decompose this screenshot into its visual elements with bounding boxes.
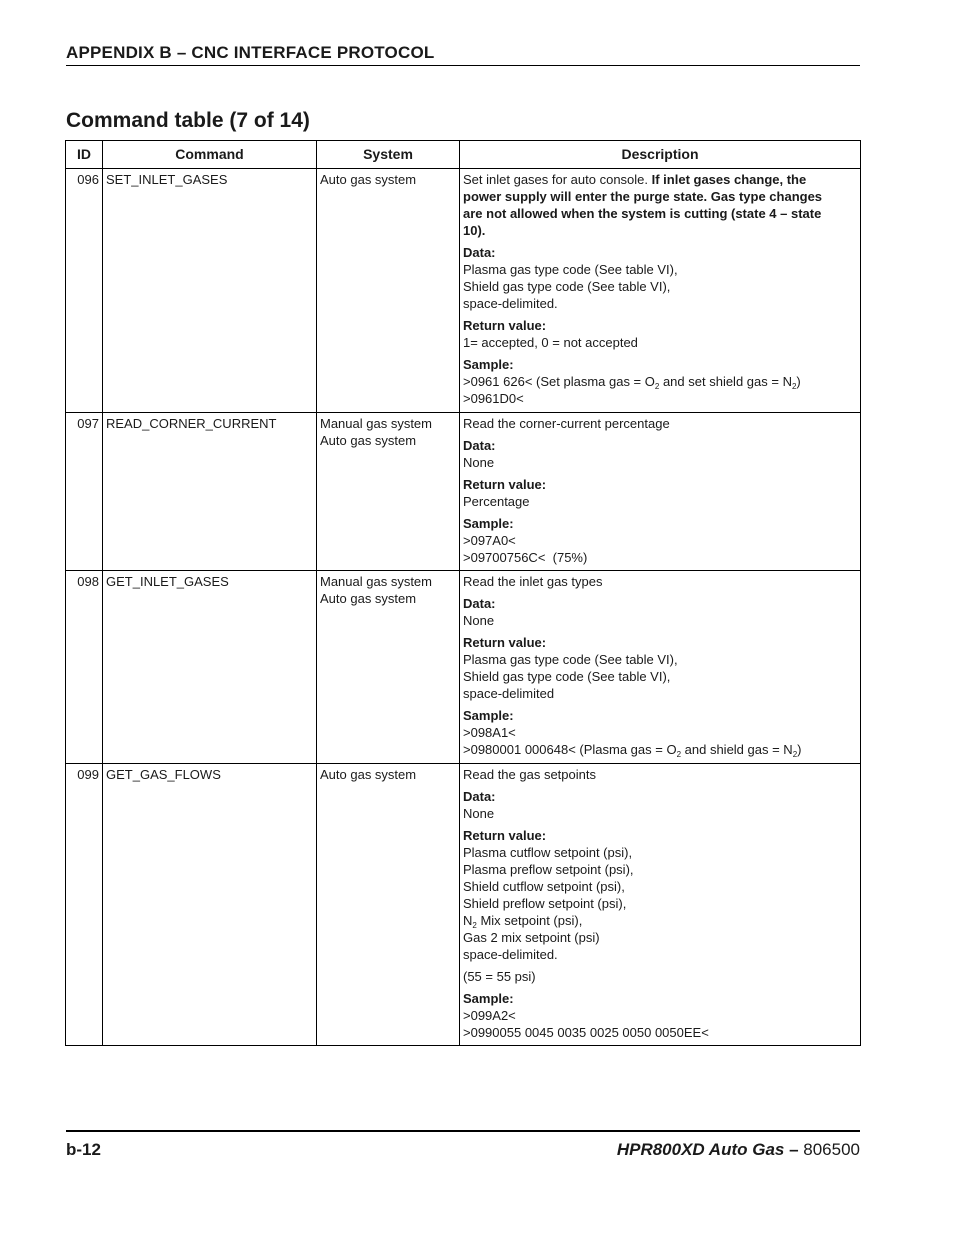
return-line: Shield cutflow setpoint (psi), [463,879,625,894]
row-command: SET_INLET_GASES [103,169,317,413]
sample-label: Sample: [463,357,514,372]
data-label: Data: [463,789,496,804]
row-id: 098 [66,571,103,764]
sample-line: >0980001 000648< (Plasma gas = $O_2$ and shield gas = $N_2$) [463,742,802,759]
row-command: GET_GAS_FLOWS [103,764,317,1046]
intro-text: Set inlet gases for auto console. [463,172,652,187]
return-line: space-delimited. [463,947,558,962]
row-id: 097 [66,413,103,571]
document-id [617,1139,860,1161]
sample-line: >098A1< [463,725,516,740]
page-header [66,42,860,66]
doc-number: 806500 [803,1140,860,1159]
data-line: None [463,455,495,470]
return-label: Return value: [463,828,547,843]
return-line: Plasma preflow setpoint (psi), [463,862,634,877]
sample-section [463,707,857,758]
command-table [65,140,861,1046]
system-line: Manual gas system [320,574,432,589]
return-line: Percentage [463,494,530,509]
sample-section [463,356,857,407]
sample-line: >099A2< [463,1008,516,1023]
data-line: Plasma gas type code (See table VI), [463,262,678,277]
col-header-system: System [317,141,460,169]
data-label: Data: [463,596,496,611]
footer-divider [66,1130,860,1132]
sample-section [463,990,857,1041]
data-line: None [463,613,495,628]
system-line: Auto gas system [320,591,417,606]
system-line: Auto gas system [320,767,417,782]
data-section [463,437,857,471]
row-system [317,571,460,764]
row-description [460,413,861,571]
return-label: Return value: [463,477,547,492]
return-label: Return value: [463,318,547,333]
row-system [317,764,460,1046]
col-header-id: ID [66,141,103,169]
return-line: Plasma cutflow setpoint (psi), [463,845,633,860]
description-intro [463,171,857,239]
footer-dash: – [784,1140,804,1159]
sample-line: >097A0< [463,533,516,548]
return-line: space-delimited [463,686,555,701]
row-system [317,413,460,571]
data-label: Data: [463,245,496,260]
description-intro: Read the inlet gas types [463,574,603,589]
row-description [460,764,861,1046]
sample-section [463,515,857,566]
appendix-title: APPENDIX B – CNC INTERFACE PROTOCOL [66,43,435,62]
description-intro: Read the corner-current percentage [463,416,670,431]
system-line: Auto gas system [320,433,417,448]
sample-label: Sample: [463,708,514,723]
return-line: 1= accepted, 0 = not accepted [463,335,638,350]
data-line: None [463,806,495,821]
page-number: b-12 [66,1140,101,1159]
data-section [463,244,857,312]
sample-line: >09700756C< (75%) [463,550,588,565]
return-line: Plasma gas type code (See table VI), [463,652,678,667]
table-row [66,413,861,571]
intro-warning-line: are not allowed when the system is cutting (state 4 – state [463,206,822,221]
sample-label: Sample: [463,991,514,1006]
row-id: 096 [66,169,103,413]
return-note: (55 = 55 psi) [463,969,536,984]
col-header-command: Command [103,141,317,169]
data-line: space-delimited. [463,296,558,311]
return-label: Return value: [463,635,547,650]
table-row [66,571,861,764]
return-section [463,634,857,702]
system-line: Auto gas system [320,172,417,187]
description-intro: Read the gas setpoints [463,767,596,782]
sample-line: >0961 626< (Set plasma gas = $O_2$ and set shield gas = $N_2$) [463,374,801,391]
sample-line: >0961D0< [463,391,524,406]
table-row [66,764,861,1046]
sample-line: >0990055 0045 0035 0025 0050 0050EE< [463,1025,709,1040]
return-line: Gas 2 mix setpoint (psi) [463,930,600,945]
product-name: HPR800XD Auto Gas [616,1140,785,1159]
data-label: Data: [463,438,496,453]
data-section [463,595,857,629]
table-row [66,169,861,413]
return-section [463,317,857,351]
row-description [460,571,861,764]
row-description [460,169,861,413]
data-line: Shield gas type code (See table VI), [463,279,671,294]
row-command: GET_INLET_GASES [103,571,317,764]
intro-warning-line: 10). [463,223,486,238]
intro-warning: If inlet gases change, the [651,172,807,187]
row-id: 099 [66,764,103,1046]
return-section [463,827,857,963]
row-command: READ_CORNER_CURRENT [103,413,317,571]
section-title: Command table (7 of 14) [66,109,310,132]
sample-label: Sample: [463,516,514,531]
data-section [463,788,857,822]
return-line: Shield preflow setpoint (psi), [463,896,627,911]
col-header-description: Description [460,141,861,169]
return-section [463,476,857,510]
table-header-row [66,141,861,169]
return-line: $N_2$ Mix setpoint (psi), [463,913,583,930]
intro-warning-line: power supply will enter the purge state. Gas type changes [463,189,823,204]
row-system [317,169,460,413]
return-line: Shield gas type code (See table VI), [463,669,671,684]
system-line: Manual gas system [320,416,432,431]
